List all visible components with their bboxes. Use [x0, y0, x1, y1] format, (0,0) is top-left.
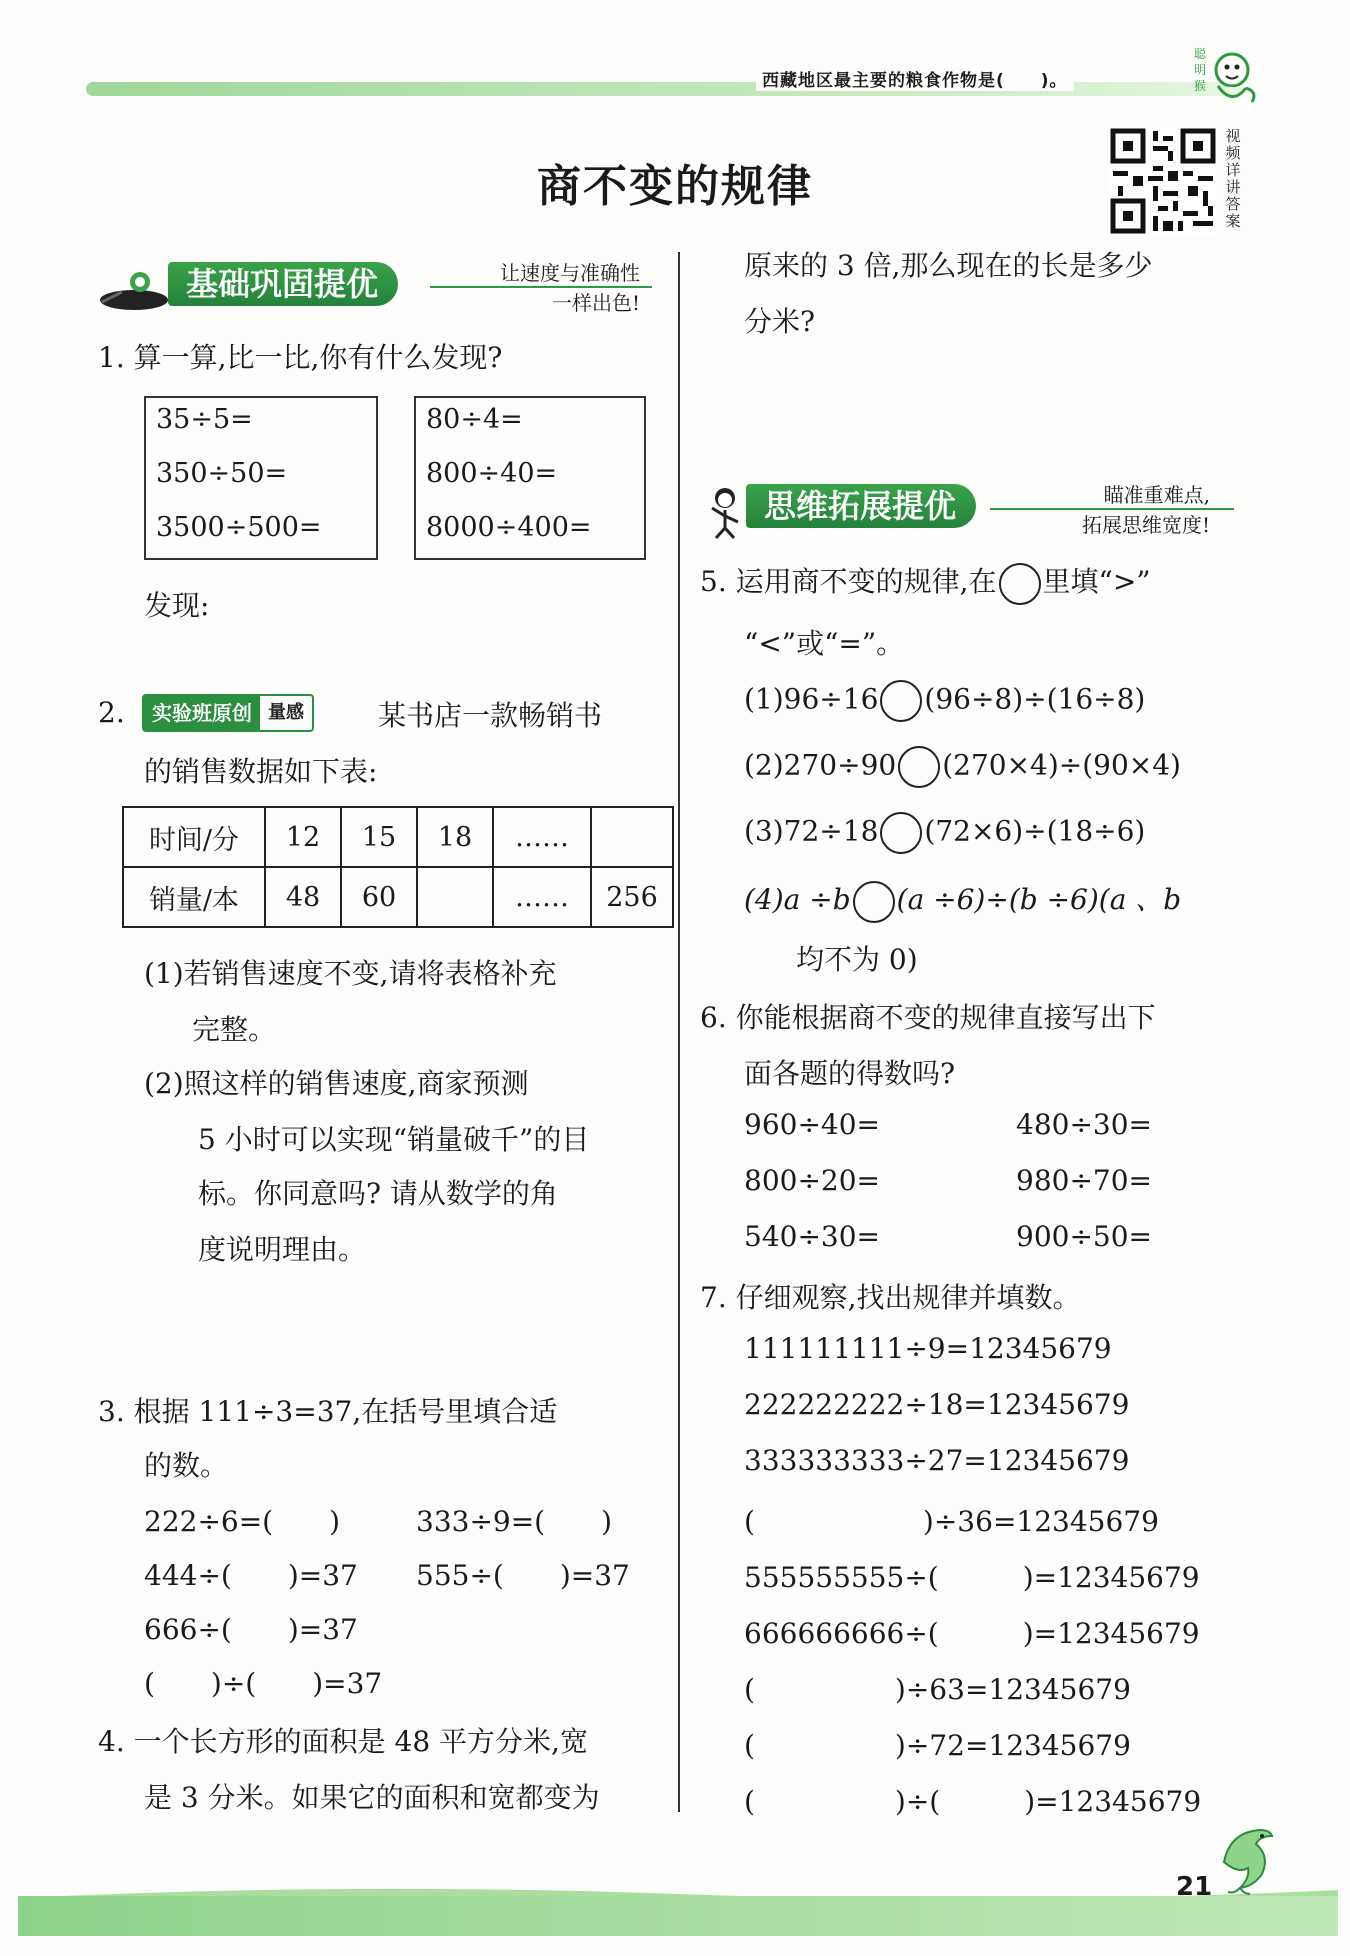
- q4-line: 4. 一个长方形的面积是 48 平方分米,宽: [98, 1725, 588, 1758]
- q3-item[interactable]: ( )÷( )=37: [144, 1667, 383, 1700]
- table-cell: 12: [265, 807, 341, 867]
- q5-item: [744, 746, 1181, 788]
- section-banner-basic: 基础巩固提优: [168, 262, 398, 306]
- qr-label: 视频详讲答案: [1225, 127, 1241, 230]
- q7-item[interactable]: ( )÷63=12345679: [744, 1673, 1131, 1706]
- q5-item: [744, 680, 1145, 722]
- q2-sub1: (1)若销售速度不变,请将表格补充: [144, 957, 557, 990]
- compare-circle[interactable]: [853, 881, 895, 923]
- q7-item[interactable]: ( )÷( )=12345679: [744, 1785, 1202, 1818]
- q6-line: 面各题的得数吗?: [744, 1057, 956, 1090]
- q4-line: 原来的 3 倍,那么现在的长是多少: [744, 249, 1153, 282]
- q5-expr: (72×6)÷(18÷6): [924, 814, 1146, 848]
- q1-discovery-label: 发现:: [144, 589, 210, 622]
- svg-text:猴: 猴: [1194, 79, 1207, 93]
- svg-text:明: 明: [1194, 63, 1207, 77]
- sales-table: [122, 806, 674, 928]
- q4-line: 是 3 分米。如果它的面积和宽都变为: [144, 1781, 600, 1814]
- q3-item[interactable]: 444÷( )=37: [144, 1559, 358, 1592]
- badge-tag: 量感: [268, 702, 304, 723]
- q5-expr: (4)a ÷b: [744, 883, 851, 916]
- table-cell: 18: [417, 807, 493, 867]
- q2-sub2: 标。你同意吗? 请从数学的角: [198, 1177, 558, 1210]
- q6-item[interactable]: 540÷30=: [744, 1220, 880, 1253]
- q2-badge: [142, 694, 314, 732]
- q6-item[interactable]: 900÷50=: [1016, 1220, 1152, 1253]
- section1-note: 让速度与准确性 一样出色!: [500, 261, 640, 315]
- q3-line: 3. 根据 111÷3=37,在括号里填合适: [98, 1395, 558, 1428]
- column-divider: [678, 252, 680, 1812]
- q5-item: [744, 812, 1145, 854]
- q2-line: 某书店一款畅销书: [378, 699, 603, 732]
- q5-item: [744, 878, 1181, 923]
- q5-text: 5. 运用商不变的规律,在: [700, 565, 997, 598]
- q1-prompt: 1. 算一算,比一比,你有什么发现?: [98, 341, 503, 374]
- q6-item[interactable]: 480÷30=: [1016, 1108, 1152, 1141]
- q1-expr: 35÷5=: [156, 404, 253, 435]
- svg-text:聪: 聪: [1194, 47, 1207, 61]
- q1-expr: 80÷4=: [426, 404, 523, 435]
- q2-line: 的销售数据如下表:: [144, 755, 378, 788]
- table-cell: 60: [341, 867, 417, 927]
- q5-expr: (270×4)÷(90×4): [942, 748, 1181, 782]
- q1-box-1: [144, 396, 378, 560]
- q7-item: 333333333÷27=12345679: [744, 1444, 1130, 1477]
- q5-line: [700, 560, 1151, 605]
- badge-main: 实验班原创: [144, 696, 260, 730]
- q2-sub2: 度说明理由。: [198, 1233, 367, 1266]
- page-title: 商不变的规律: [537, 161, 813, 212]
- compare-circle[interactable]: [999, 563, 1041, 605]
- q3-item[interactable]: 333÷9=( ): [416, 1505, 613, 1538]
- q7-item: 111111111÷9=12345679: [744, 1332, 1112, 1365]
- q5-line: “<”或“=”。: [744, 627, 905, 660]
- kid-mascot-icon: [704, 484, 746, 540]
- table-cell: 销量/本: [123, 867, 265, 927]
- table-cell: 48: [265, 867, 341, 927]
- q3-item[interactable]: 222÷6=( ): [144, 1505, 341, 1538]
- footer-bar: [18, 1896, 1338, 1936]
- q1-expr: 800÷40=: [426, 458, 558, 489]
- q7-item[interactable]: ( )÷72=12345679: [744, 1729, 1131, 1762]
- q3-line: 的数。: [144, 1449, 229, 1482]
- q6-item[interactable]: 980÷70=: [1016, 1164, 1152, 1197]
- table-cell: 256: [591, 867, 673, 927]
- q3-item[interactable]: 666÷( )=37: [144, 1613, 358, 1646]
- q1-box-2: [414, 396, 646, 560]
- section2-note: 瞄准重难点, 拓展思维宽度!: [1081, 483, 1210, 537]
- q3-item[interactable]: 555÷( )=37: [416, 1559, 630, 1592]
- compare-circle[interactable]: [898, 746, 940, 788]
- q6-item[interactable]: 800÷20=: [744, 1164, 880, 1197]
- compare-circle[interactable]: [880, 812, 922, 854]
- q7-item[interactable]: 555555555÷( )=12345679: [744, 1561, 1200, 1594]
- racer-mascot-icon: [96, 262, 172, 312]
- page-number: 21: [1176, 1872, 1213, 1902]
- q2-sub1: 完整。: [192, 1013, 277, 1046]
- q2-sub2: 5 小时可以实现“销量破千”的目: [198, 1123, 590, 1156]
- q1-expr: 8000÷400=: [426, 512, 592, 543]
- q5-expr: (96÷8)÷(16÷8): [924, 682, 1146, 716]
- q5-text: 里填“>”: [1042, 565, 1151, 598]
- table-row: [123, 867, 673, 927]
- q7-line: 7. 仔细观察,找出规律并填数。: [700, 1281, 1081, 1314]
- dolphin-icon: [1210, 1822, 1280, 1898]
- q5-item-note: 均不为 0): [796, 943, 918, 976]
- q5-expr: (3)72÷18: [744, 814, 879, 848]
- header-trivia-question: 西藏地区最主要的粮食作物是( )。: [756, 66, 1074, 91]
- monkey-mascot-icon: [1180, 40, 1260, 108]
- compare-circle[interactable]: [880, 680, 922, 722]
- q2-sub2: (2)照这样的销售速度,商家预测: [144, 1067, 529, 1100]
- section-banner-advanced: 思维拓展提优: [746, 484, 976, 528]
- table-cell: 15: [341, 807, 417, 867]
- q7-item: 222222222÷18=12345679: [744, 1388, 1130, 1421]
- q4-line: 分米?: [744, 305, 816, 338]
- qr-code-icon[interactable]: [1108, 126, 1218, 236]
- q1-expr: 350÷50=: [156, 458, 288, 489]
- q5-expr: (2)270÷90: [744, 748, 897, 782]
- q5-expr: (1)96÷16: [744, 682, 879, 716]
- q1-expr: 3500÷500=: [156, 512, 322, 543]
- q2-number: 2.: [98, 696, 125, 729]
- table-cell: ……: [493, 867, 591, 927]
- q7-item[interactable]: ( )÷36=12345679: [744, 1505, 1159, 1538]
- q7-item[interactable]: 666666666÷( )=12345679: [744, 1617, 1200, 1650]
- q6-item[interactable]: 960÷40=: [744, 1108, 880, 1141]
- table-cell[interactable]: [417, 867, 493, 927]
- table-row: [123, 807, 673, 867]
- q6-line: 6. 你能根据商不变的规律直接写出下: [700, 1001, 1156, 1034]
- table-cell: ……: [493, 807, 591, 867]
- table-cell: 时间/分: [123, 807, 265, 867]
- table-cell[interactable]: [591, 807, 673, 867]
- q5-expr: (a ÷6)÷(b ÷6)(a 、b: [896, 883, 1182, 916]
